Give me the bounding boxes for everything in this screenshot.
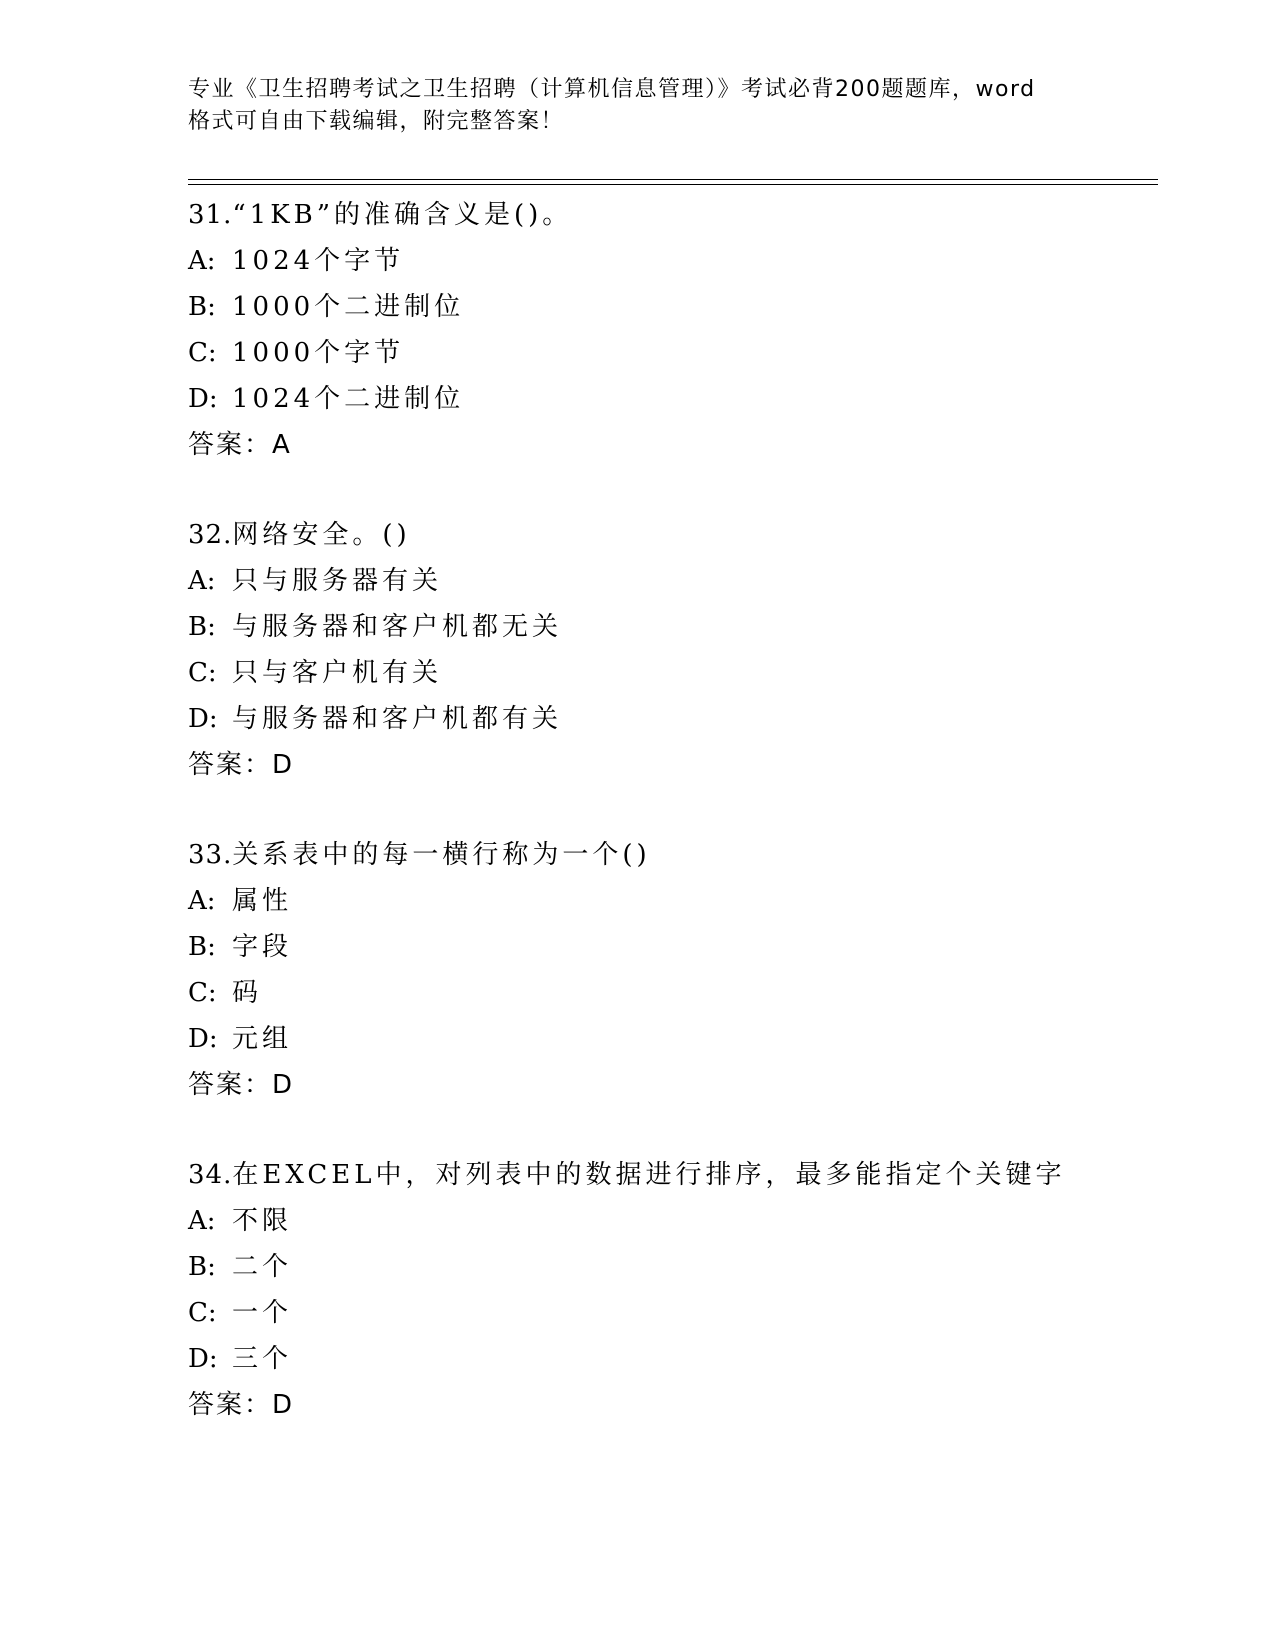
option-text: 三个 [232, 1344, 293, 1374]
option-key: A: [188, 1206, 216, 1236]
option-key: B: [188, 612, 216, 642]
option-d [188, 376, 1158, 422]
question-number: 34. [188, 1160, 233, 1190]
document-header [188, 74, 1088, 138]
answer-line: 答案：D [188, 1390, 295, 1420]
option-text: 二个 [232, 1252, 293, 1282]
question-32 [188, 512, 1158, 788]
option-key: C: [188, 338, 217, 368]
option-key: D: [188, 704, 218, 734]
option-text: 与服务器和客户机都有关 [232, 704, 563, 734]
option-d [188, 1336, 1158, 1382]
option-key: B: [188, 1252, 216, 1282]
option-text: 码 [232, 978, 263, 1008]
option-a [188, 878, 1158, 924]
option-key: B: [188, 932, 216, 962]
option-text: 元组 [232, 1024, 293, 1054]
question-31 [188, 192, 1158, 468]
option-key: D: [188, 1344, 218, 1374]
header-divider-bottom [188, 184, 1158, 185]
option-text: 只与客户机有关 [232, 658, 443, 688]
option-a [188, 1198, 1158, 1244]
option-b [188, 1244, 1158, 1290]
option-c [188, 970, 1158, 1016]
answer-line: 答案：D [188, 750, 295, 780]
option-b [188, 604, 1158, 650]
option-c [188, 1290, 1158, 1336]
option-key: A: [188, 246, 216, 276]
answer-line: 答案：A [188, 430, 292, 460]
option-c [188, 650, 1158, 696]
option-text: 与服务器和客户机都无关 [232, 612, 563, 642]
question-number: 33. [188, 840, 233, 870]
option-text: 1024个字节 [232, 246, 405, 276]
header-title-line-2: 格式可自由下载编辑，附完整答案！ [188, 109, 565, 134]
option-text: 不限 [232, 1206, 293, 1236]
option-key: C: [188, 658, 217, 688]
question-stem [188, 192, 1158, 238]
option-key: B: [188, 292, 216, 322]
option-a [188, 238, 1158, 284]
answer-line: 答案：D [188, 1070, 295, 1100]
option-key: D: [188, 384, 218, 414]
header-title-line-1: 专业《卫生招聘考试之卫生招聘（计算机信息管理）》考试必背200题题库，word [188, 77, 1036, 102]
question-text: 关系表中的每一横行称为一个() [232, 840, 651, 870]
option-a [188, 558, 1158, 604]
option-text: 字段 [232, 932, 293, 962]
option-d [188, 1016, 1158, 1062]
question-number: 32. [188, 520, 233, 550]
option-key: C: [188, 978, 217, 1008]
option-key: A: [188, 566, 216, 596]
question-33 [188, 832, 1158, 1108]
option-key: A: [188, 886, 216, 916]
option-text: 一个 [232, 1298, 293, 1328]
option-b [188, 924, 1158, 970]
question-stem [188, 512, 1158, 558]
option-text: 属性 [232, 886, 293, 916]
question-text: 在EXCEL中，对列表中的数据进行排序，最多能指定个关键字 [232, 1160, 1066, 1190]
question-number: 31. [188, 200, 233, 230]
header-divider-top [188, 179, 1158, 180]
option-d [188, 696, 1158, 742]
question-text: 网络安全。() [232, 520, 411, 550]
option-c [188, 330, 1158, 376]
option-key: C: [188, 1298, 217, 1328]
option-text: 1000个字节 [232, 338, 405, 368]
question-34 [188, 1152, 1158, 1428]
option-b [188, 284, 1158, 330]
question-text: “1KB”的准确含义是()。 [232, 200, 573, 230]
option-text: 1000个二进制位 [232, 292, 465, 322]
question-list [188, 192, 1158, 1472]
option-text: 只与服务器有关 [232, 566, 443, 596]
option-key: D: [188, 1024, 218, 1054]
option-text: 1024个二进制位 [232, 384, 465, 414]
question-stem [188, 832, 1158, 878]
question-stem [188, 1152, 1158, 1198]
